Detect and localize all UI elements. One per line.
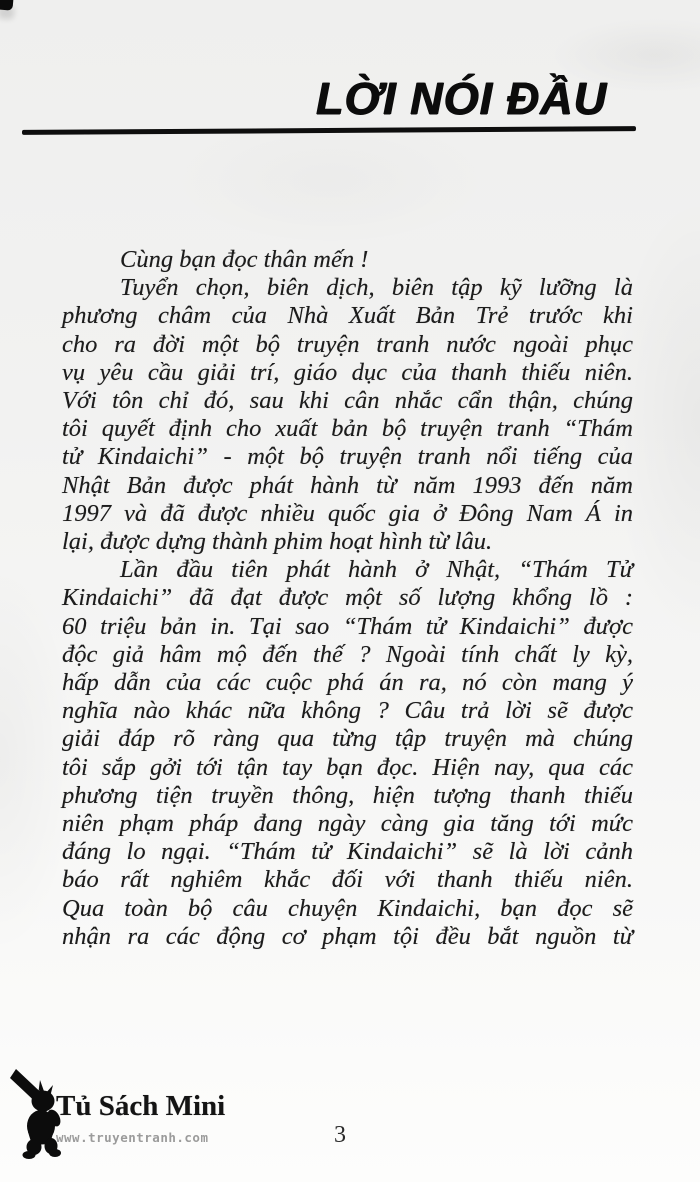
page-number: 3 [334, 1122, 346, 1148]
text-line: Lần đầu tiên phát hành ở Nhật, “Thám Tử [120, 556, 633, 584]
publisher-logo [10, 1066, 290, 1161]
text-line: Kindaichi” đã đạt được một số lượng khổng lồ : [62, 584, 633, 612]
text-line: hấp dẫn của các cuộc phá án ra, nó còn mang ý [62, 669, 633, 697]
text-line: tử Kindaichi” - một bộ truyện tranh nổi tiếng của [62, 443, 633, 471]
text-line: phương tiện truyền thông, hiện tượng thanh thiếu [62, 781, 633, 809]
title-underline [22, 126, 636, 134]
page-title: LỜI NÓI ĐẦU [316, 73, 608, 124]
text-line: cho ra đời một bộ truyện tranh nước ngoài phục [62, 330, 633, 358]
text-line: nghĩa nào khác nữa không ? Câu trả lời sẽ được [62, 697, 633, 725]
text-line: đáng lo ngại. “Thám tử Kindaichi” sẽ là lời cảnh [62, 838, 633, 866]
publisher-name: Tủ Sách Mini [56, 1090, 226, 1122]
text-line: 60 triệu bản in. Tại sao “Thám tử Kindaichi” được [62, 612, 633, 640]
publisher-website: www.truyentranh.com [56, 1130, 209, 1145]
text-line: nhận ra các động cơ phạm tội đều bắt nguồn từ [62, 922, 633, 950]
text-line: Cùng bạn đọc thân mến ! [120, 246, 369, 273]
text-line: tôi quyết định cho xuất bản bộ truyện tranh “Thám [62, 415, 633, 443]
text-line: Với tôn chỉ đó, sau khi cân nhắc cẩn thận, chúng [62, 387, 633, 415]
text-line: vụ yêu cầu giải trí, giáo dục của thanh thiếu niên. [62, 358, 633, 386]
text-line: báo rất nghiêm khắc đối với thanh thiếu niên. [62, 866, 633, 894]
text-line: niên phạm pháp đang ngày càng gia tăng tới mức [62, 810, 633, 838]
text-line: phương châm của Nhà Xuất Bản Trẻ trước khi [62, 302, 633, 330]
scan-corner-artifact [0, 0, 14, 11]
text-line: tôi sắp gởi tới tận tay bạn đọc. Hiện nay, qua các [62, 753, 633, 781]
text-line: giải đáp rõ ràng qua từng tập truyện mà chúng [62, 725, 633, 753]
text-line: Nhật Bản được phát hành từ năm 1993 đến năm [62, 471, 633, 499]
text-line: Tuyển chọn, biên dịch, biên tập kỹ lưỡng là [120, 274, 633, 302]
body-text [62, 246, 633, 951]
text-line: lại, được dựng thành phim hoạt hình từ lâu. [62, 528, 493, 556]
text-line: 1997 và đã được nhiều quốc gia ở Đông Nam Á in [62, 499, 633, 527]
text-line: Qua toàn bộ câu chuyện Kindaichi, bạn đọc sẽ [62, 894, 633, 922]
text-line: độc giả hâm mộ đến thế ? Ngoài tính chất ly kỳ, [62, 640, 633, 668]
